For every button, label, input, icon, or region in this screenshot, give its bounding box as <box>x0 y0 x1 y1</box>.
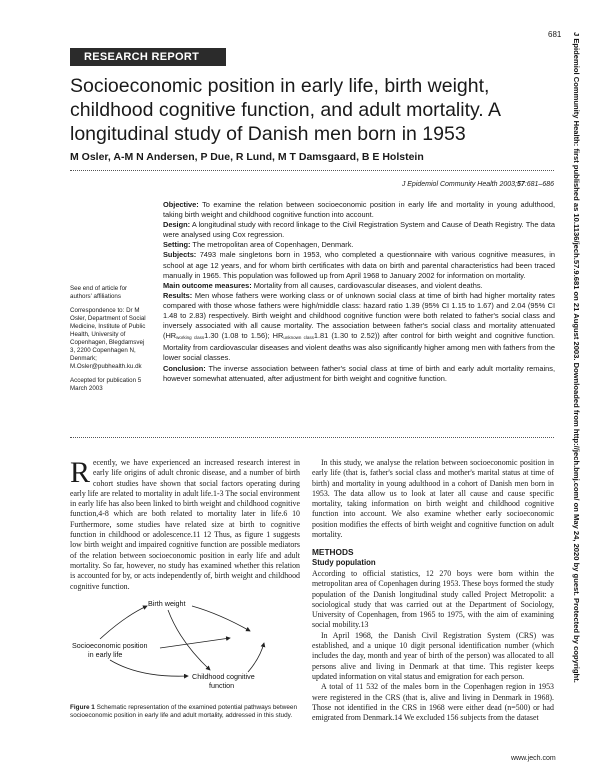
abstract-outcome <box>163 281 555 291</box>
abstract <box>163 200 555 384</box>
body-column-left <box>70 458 300 592</box>
methods-heading: METHODS <box>312 547 354 558</box>
section-label: RESEARCH REPORT <box>70 48 226 66</box>
results-subscript-1: working class <box>176 335 205 341</box>
conclusion-label: Conclusion: <box>163 363 206 373</box>
citation-journal: J Epidemiol Community Health <box>401 181 498 188</box>
citation-volume: 57 <box>517 181 525 188</box>
results-text-c: 1.81 (1.30 to 2.52)) after control for birth weight and cognitive function. Mortality from cardiovascular diseases and violent deaths was also significantly higher among men with fathers from the lower social classes. <box>163 331 555 363</box>
node-birth-weight: Birth weight <box>148 599 186 608</box>
right-para-1: In this study, we analyse the relation between socioeconomic position in early life (that is, father's social class and mother's marital status at time of birth) and mortality in young adulthood in a cohort of Danish men born in 1953. The data allow us to look at later all cause and cause specific mortality, taking information on birth weight and childhood cognitive function into account. We also examine whether early socioeconomic position modifies the effects of birth weight and cognitive function on adult mortality. <box>312 458 554 540</box>
author-list: M Osler, A-M N Andersen, P Due, R Lund, M T Damsgaard, B E Holstein <box>70 151 424 163</box>
setting-text: The metropolitan area of Copenhagen, Denmark. <box>190 240 354 250</box>
intro-text: ecently, we have experienced an increased research interest in early life origins of adult chronic disease, and a number of birth cohort studies have shown that social factors operating during early life are related to mortality in adult life.1-3 The social environment in early life has also been linked to birth weight and childhood cognitive function,4-8 which are both related to mortality later in life.6 10 Furthermore, some studies have related size at birth to cognitive function in childhood or adolescence.11 12 Thus, as figure 1 suggests low birth weight and impaired cognitive function are possible mediators of the relation between socioeconomic position in early life and adult mortality. So far, however, no study has examined whether this relation is accounted for by, or acts independently of, birth weight and childhood cognitive function. <box>70 458 300 591</box>
arrow-ses-to-mortality <box>160 638 230 648</box>
page-number: 681 <box>548 30 562 39</box>
results-subscript-2: unknown class <box>283 335 314 341</box>
figure-caption <box>70 704 300 720</box>
footer-url: www.jech.com <box>511 755 556 762</box>
conclusion-text: The inverse association between father's social class at time of birth and early adult mortality remains, however somewhat attenuated, after adjustment for birth weight and cognitive function. <box>163 363 555 383</box>
right-para-4: A total of 11 532 of the males born in the Copenhagen region in 1953 were registered in the CRS (that is, alive and living in Denmark in 1968). Those not identified in the CRS in 1968 were either dead (n=500) or had emigrated from Denmark.14 We excluded 156 subjects from the dataset <box>312 682 554 723</box>
results-text-a: Men whose fathers were working class or of unknown social class at time of birth had higher mortality rates compared with those whose fathers were high/middle class: hazard ratio 1.39 (95% CI 1.15 to 1.67) and 2.04 (95% CI 1.48 to 2.83) respectively. Birth weight and childhood cognitive function were both related to father's social class and inversely associated with all cause mortality. The association between father's social class and mortality attenuated (HR <box>163 290 555 341</box>
arrow-birthweight-to-mortality <box>192 606 250 631</box>
vertical-copyright-note <box>568 30 590 730</box>
intro-paragraph <box>70 458 300 592</box>
citation-pages: :681–686 <box>524 181 554 188</box>
abstract-divider <box>70 437 554 438</box>
node-cognitive-line1: Childhood cognitive <box>192 672 255 681</box>
caption-text: Schematic representation of the examined potential pathways between socioeconomic position in early life and adult mortality, addressed in this study. <box>70 704 297 719</box>
right-para-3: In April 1968, the Danish Civil Registration System (CRS) was established, and a unique 10 digit personal identification number (which includes the day, month and year of birth of the person) was allocated to all persons alive and living in Denmark at that time. This register keeps updated information on vital status and emigration for each person. <box>312 630 554 681</box>
study-population-heading: Study population <box>312 557 376 567</box>
arrow-birthweight-to-cognitive <box>168 610 210 670</box>
accepted-note: Accepted for publication 5 March 2003 <box>70 377 142 392</box>
results-text-b: 1.30 (1.08 to 1.56); HR <box>204 331 284 341</box>
outcome-label: Main outcome measures: <box>163 280 252 290</box>
dropcap-letter: R <box>70 456 91 489</box>
objective-text: To examine the relation between socioeconomic position in early life and mortality in young adulthood, taking birth weight and childhood cognitive function into account. <box>163 200 555 220</box>
citation-year: 2003; <box>499 181 517 188</box>
results-label: Results: <box>163 290 193 300</box>
subjects-label: Subjects: <box>163 250 197 260</box>
abstract-setting <box>163 240 555 250</box>
side-notes <box>70 285 150 399</box>
abstract-objective <box>163 200 555 220</box>
header-divider <box>70 170 554 171</box>
arrow-cognitive-to-mortality <box>248 643 264 672</box>
vertical-note-text: J Epidemiol Community Health: first published as 10.1136/jech.57.9.681 on 21 August 2003. Downloaded from http://jech.bmj.com/ on May 24, 2020 by guest. Protected by copyright. <box>572 32 581 683</box>
design-text: A longitudinal study with record linkage to the Civil Registration System and Cause of Death Registry. The data were analysed using Cox regression. <box>163 220 555 240</box>
subjects-text: 7493 male singletons born in 1953, who completed a questionnaire with various cognitive measures, in school at age 12 years, and for whom birth certificates with data on birth and parental characteristics had been traced manually in 1965. This population was followed up from April 1968 to January 2002 for information on mortality. <box>163 250 555 280</box>
outcome-text: Mortality from all causes, cardiovascular diseases, and violent deaths. <box>251 280 483 290</box>
article-title: Socioeconomic position in early life, birth weight, childhood cognitive function, and adult mortality. A longitudinal study of Danish men born in 1953 <box>70 75 500 145</box>
right-para-2: According to official statistics, 12 270 boys were born within the metropolitan area of Copenhagen during 1953. These boys formed the study population of the Danish longitudinal study called Project Metropolit: a sociological study that was carried out at the Department of Sociology, University of Copenhagen, from 1965 to 1975, with the aim of examining social mobility.13 <box>312 568 554 630</box>
arrow-ses-to-birthweight <box>100 606 147 639</box>
caption-label: Figure 1 <box>70 704 95 711</box>
affiliations-note: See end of article for authors' affiliations <box>70 285 128 300</box>
setting-label: Setting: <box>163 240 191 250</box>
abstract-subjects <box>163 250 555 280</box>
abstract-conclusion <box>163 364 555 384</box>
node-cognitive-line2: function <box>209 681 235 690</box>
journal-citation <box>300 181 554 188</box>
arrow-ses-to-cognitive <box>110 660 188 676</box>
node-ses-line2: in early life <box>88 650 123 659</box>
body-column-right <box>312 458 554 723</box>
objective-label: Objective: <box>163 200 199 209</box>
design-label: Design: <box>163 220 191 230</box>
abstract-design <box>163 220 555 240</box>
node-ses-line1: Socioeconomic position <box>72 641 148 650</box>
abstract-results <box>163 291 555 364</box>
correspondence-note: Correspondence to: Dr M Osler, Department of Social Medicine, Institute of Public Health, University of Copenhagen, Blegdamsvej 3, 2200 Copenhagen N, Denmark; M.Osler@pubhealth.ku.dk <box>70 307 146 370</box>
